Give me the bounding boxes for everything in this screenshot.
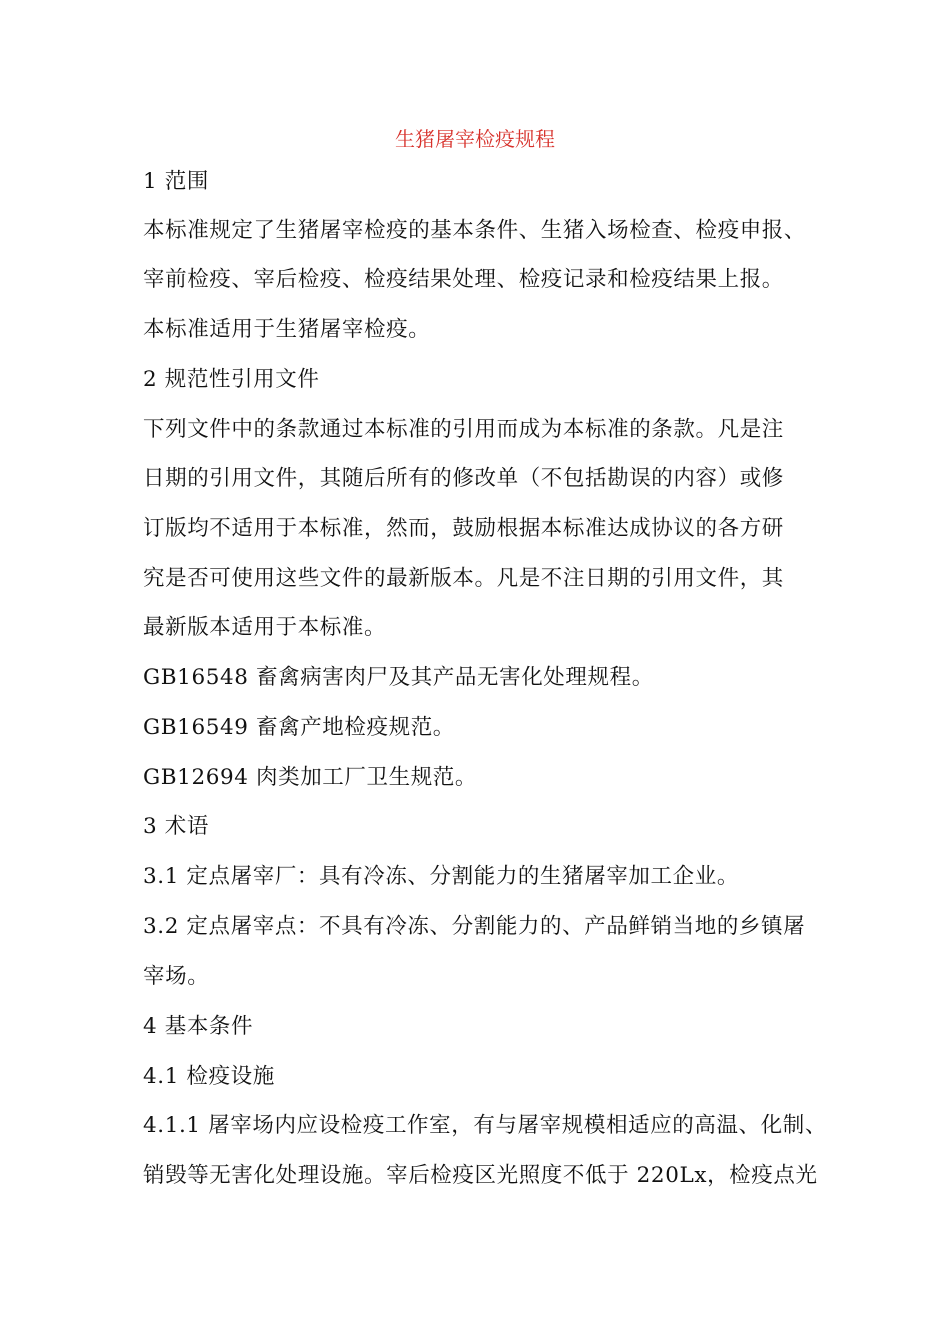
paragraph-line: 销毁等无害化处理设施。宰后检疫区光照度不低于 220Lx，检疫点光 [143,1163,818,1188]
paragraph-line: 日期的引用文件，其随后所有的修改单（不包括勘误的内容）或修 [143,466,784,491]
paragraph-line: 下列文件中的条款通过本标准的引用而成为本标准的条款。凡是注 [143,417,784,442]
paragraph-line: 宰前检疫、宰后检疫、检疫结果处理、检疫记录和检疫结果上报。 [143,267,784,292]
document-title: 生猪屠宰检疫规程 [395,127,555,151]
section-heading-references: 2 规范性引用文件 [143,367,320,392]
paragraph-line: 最新版本适用于本标准。 [143,615,387,640]
reference-item: GB16549 畜禽产地检疫规范。 [143,715,455,740]
paragraph-line: 4.1.1 屠宰场内应设检疫工作室，有与屠宰规模相适应的高温、化制、 [143,1113,827,1138]
section-heading-basic-conditions: 4 基本条件 [143,1014,254,1039]
term-definition: 3.1 定点屠宰厂：具有冷冻、分割能力的生猪屠宰加工企业。 [143,864,739,889]
term-definition-continued: 宰场。 [143,964,210,989]
section-heading-terms: 3 术语 [143,814,209,839]
term-definition: 3.2 定点屠宰点：不具有冷冻、分割能力的、产品鲜销当地的乡镇屠 [143,914,806,939]
reference-item: GB12694 肉类加工厂卫生规范。 [143,765,478,790]
paragraph-line: 本标准适用于生猪屠宰检疫。 [143,317,431,342]
paragraph-line: 本标准规定了生猪屠宰检疫的基本条件、生猪入场检查、检疫申报、 [143,218,807,243]
paragraph-line: 究是否可使用这些文件的最新版本。凡是不注日期的引用文件，其 [143,566,784,591]
section-heading-scope: 1 范围 [143,169,209,194]
subsection-heading: 4.1 检疫设施 [143,1064,275,1089]
paragraph-line: 订版均不适用于本标准，然而，鼓励根据本标准达成协议的各方研 [143,516,784,541]
reference-item: GB16548 畜禽病害肉尸及其产品无害化处理规程。 [143,665,654,690]
